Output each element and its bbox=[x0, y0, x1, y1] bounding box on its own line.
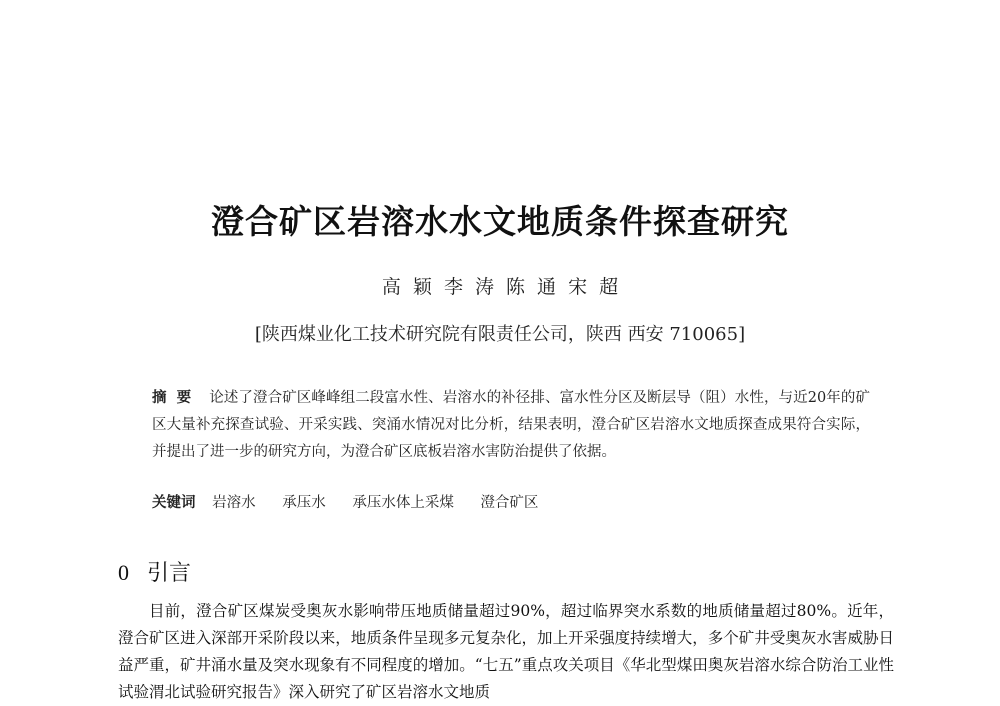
keyword: 澄合矿区 bbox=[480, 495, 539, 511]
body-paragraph: 目前，澄合矿区煤炭受奥灰水影响带压地质储量超过90%，超过临界突水系数的地质储量超过80%。近年，澄合矿区进入深部开采阶段以来，地质条件呈现多元复杂化，加上开采强度持续增大，多个矿井受奥灰水害威胁日益严重，矿井涌水量及突水现象有不同程度的增加。“七五”重点攻关项目《华北型煤田奥灰岩溶水综合防治工业性试验渭北试验研究报告》深入研究了矿区岩溶水文地质 bbox=[118, 602, 894, 701]
author-list: 高 颖 李 涛 陈 通 宋 超 bbox=[381, 276, 619, 298]
keywords-block bbox=[152, 491, 560, 512]
abstract-text: 论述了澄合矿区峰峰组二段富水性、岩溶水的补径排、富水性分区及断层导（阻）水性，与近20年的矿区大量补充探查试验、开采实践、突涌水情况对比分析，结果表明，澄合矿区岩溶水文地质探查成果符合实际，并提出了进一步的研究方向，为澄合矿区底板岩溶水害防治提供了依据。 bbox=[152, 390, 870, 460]
keyword: 岩溶水 bbox=[212, 495, 256, 511]
keyword: 承压水 bbox=[282, 495, 326, 511]
abstract-block bbox=[152, 385, 870, 466]
keywords-label: 关键词 bbox=[152, 495, 196, 511]
paper-title: 澄合矿区岩溶水水文地质条件探查研究 bbox=[211, 202, 789, 241]
affiliation: [陕西煤业化工技术研究院有限责任公司，陕西 西安 710065] bbox=[254, 324, 746, 345]
body-text bbox=[118, 598, 894, 706]
abstract-label: 摘要 bbox=[152, 390, 202, 406]
section-number: 0 bbox=[118, 560, 129, 585]
keyword: 承压水体上采煤 bbox=[352, 495, 454, 511]
section-title: 引言 bbox=[147, 561, 192, 586]
section-heading bbox=[118, 556, 191, 587]
